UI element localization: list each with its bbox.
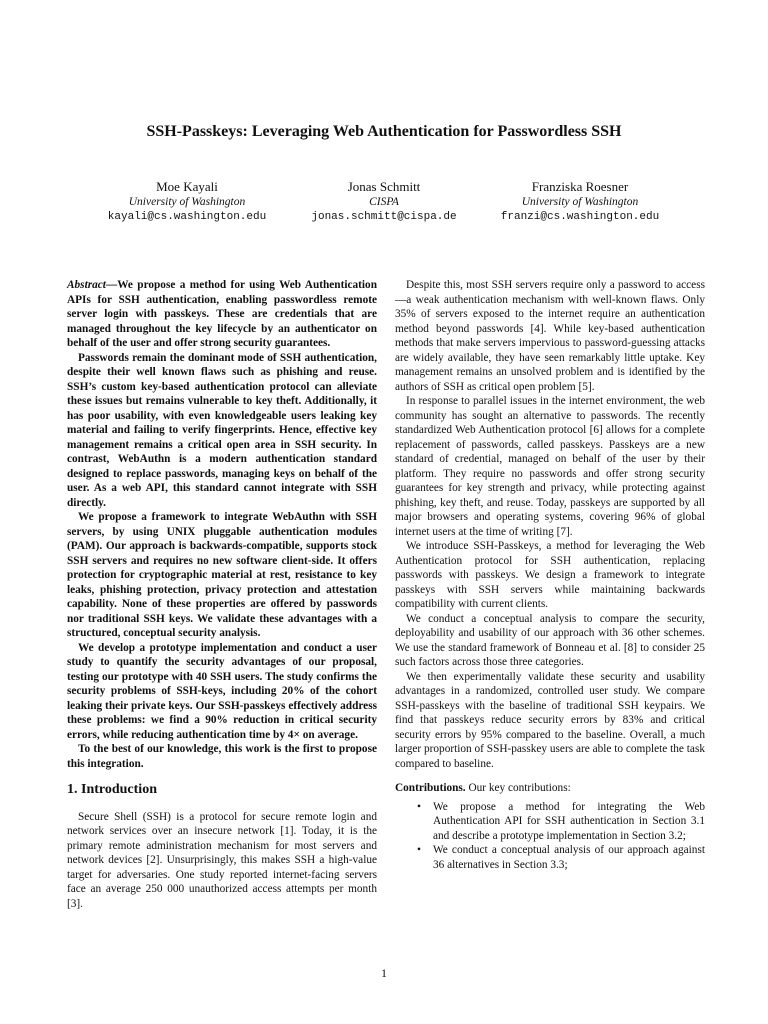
body-paragraph: We conduct a conceptual analysis to compare the security, deployability and usability of our approach with 36 other schemes. We use the standard framework of Bonneau et al. [8] to consider 25 such factors across those three categories. xyxy=(395,612,705,668)
contributions-label: Contributions. xyxy=(395,782,466,794)
author-name: Franziska Roesner xyxy=(531,179,629,194)
bullet-icon: • xyxy=(417,844,421,856)
author-email: franzi@cs.washington.edu xyxy=(500,211,660,223)
author-affiliation: University of Washington xyxy=(521,196,639,208)
abstract-paragraph-2: Passwords remain the dominant mode of SSH authentication, despite their well known flaws such as phishing and reuse. SSH’s custom key-based authentication protocol can alleviate these issues but remains vulnerable to key theft. Additionally, it has poor usability, with even knowledgeable users leaking key material and failing to verify fingerprints. Hence, effective key management remains a critical open area in SSH security. In contrast, WebAuthn is a modern authentication standard designed to replace passwords, managing keys on behalf of the user. As a web API, this standard cannot integrate with SSH directly. xyxy=(67,351,377,509)
left-column xyxy=(67,278,377,911)
section-heading-introduction: 1. Introduction xyxy=(67,782,157,797)
body-paragraph: We then experimentally validate these security and usability advantages in a randomized, controlled user study. We compare SSH-passkeys with the baseline of traditional SSH keypairs. We find that passkeys reduce security errors by 83% and critical security errors by 95% compared to the baseline. Overall, a much larger proportion of SSH-passkey users are able to complete the task compared to baseline. xyxy=(395,670,705,770)
abstract-paragraph-3: We propose a framework to integrate WebAuthn with SSH servers, by using UNIX pluggable authentication modules (PAM). Our approach is backwards-compatible, supports stock SSH servers and requires no new software client-side. It offers protection for cryptographic material at rest, resistance to key leaks, phishing protection, privacy protection and attestation capability. None of these properties are offered by passwords nor traditional SSH keys. We validate these advantages with a structured, conceptual security analysis. xyxy=(67,511,377,639)
abstract-paragraph-1: Abstract—We propose a method for using Web Authentication APIs for SSH authentication, enabling passwordless remote server login with passkeys. These are credentials that are managed throughout the key lifecycle by an authenticator on behalf of the user and offer strong security guarantees. xyxy=(67,279,377,349)
abstract-paragraph-5: To the best of our knowledge, this work is the first to propose this integration. xyxy=(67,743,377,770)
abstract-paragraph-4: We develop a prototype implementation and conduct a user study to quantify the security advantages of our proposal, testing our prototype with 40 SSH users. The study confirms the security problems of SSH-keys, including 20% of the cohort leaking their private keys. Our SSH-passkeys effectively address these problems: we find a 90% reduction in critical security errors, while reducing authentication time by 4× on average. xyxy=(67,641,377,741)
contributions-list xyxy=(395,800,705,873)
page-number: 1 xyxy=(381,966,387,980)
paper-title: SSH-Passkeys: Leveraging Web Authentication for Passwordless SSH xyxy=(146,123,622,140)
author-block xyxy=(0,178,768,228)
body-paragraph: Secure Shell (SSH) is a protocol for secure remote login and network services over an insecure network [1]. Today, it is the primary remote administration mechanism for most servers and network devices [2]. Unsurprisingly, this makes SSH a high-value target for adversaries. One study reported internet-facing servers face an average 250 000 unauthorized access attempts per month [3]. xyxy=(67,810,377,910)
author-affiliation: CISPA xyxy=(369,196,399,208)
author-affiliation: University of Washington xyxy=(128,196,246,208)
bullet-icon: • xyxy=(417,800,421,813)
right-column xyxy=(395,278,705,872)
contribution-item: • We propose a method for integrating the Web Authentication API for SSH authentication in Section 3.1 and describe a prototype implementation in Section 3.2; xyxy=(417,800,705,842)
abstract-label: Abstract xyxy=(67,279,106,291)
author-name: Jonas Schmitt xyxy=(347,179,421,194)
body-paragraph: Despite this, most SSH servers require only a password to access—a weak authentication mechanism with well-known flaws. Only 35% of servers exposed to the internet require an authentication method beyond passwords [4]. While key-based authentication methods that make servers impervious to password-guessing attacks are widely available, they have seen remarkably little uptake. Key management remains an unsolved problem and is identified by the authors of SSH as critical open problem [5]. xyxy=(395,279,705,393)
author-email: kayali@cs.washington.edu xyxy=(107,211,267,223)
body-paragraph: We introduce SSH-Passkeys, a method for leveraging the Web Authentication protocol for SSH authentication, replacing passwords with passkeys. We design a framework to integrate passkeys with SSH servers while maintaining backwards compatibility with current clients. xyxy=(395,540,705,610)
author-name: Moe Kayali xyxy=(156,179,218,194)
contributions-heading: Contributions. Our key contributions: xyxy=(395,782,571,794)
author-3 xyxy=(460,178,700,225)
body-paragraph: In response to parallel issues in the internet environment, the web community has sought an alternative to passwords. The recently standardized Web Authentication protocol [6] allows for a complete replacement of passwords, called passkeys. Passkeys are a new standard of credential, managed on behalf of the user by their platform. They require no passwords and offer strong security guarantees for key strength and privacy, while protecting against phishing, key theft, and reuse. Today, passkeys are supported by all major browsers and operating systems, covering 96% of global internet users at the time of writing [7]. xyxy=(395,395,705,538)
author-email: jonas.schmitt@cispa.de xyxy=(311,211,457,223)
contribution-item: • We conduct a conceptual analysis of our approach against 36 alternatives in Section 3.3; xyxy=(417,844,705,871)
abstract xyxy=(67,278,377,771)
